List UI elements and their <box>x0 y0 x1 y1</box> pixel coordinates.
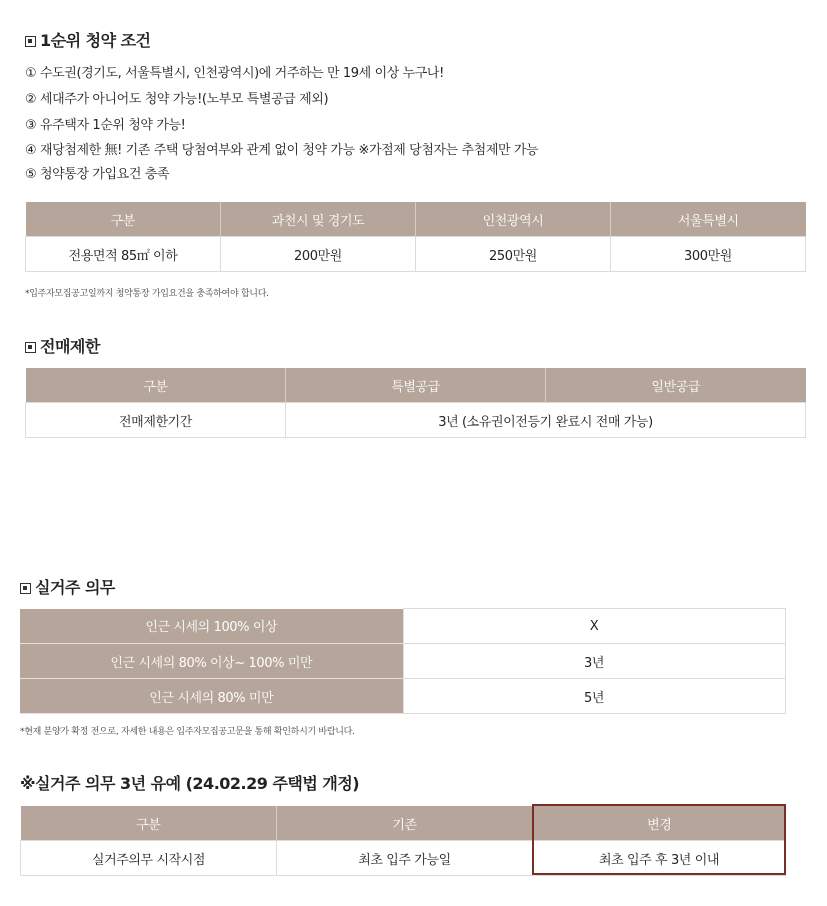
table-row <box>20 644 785 679</box>
square-bullet-icon <box>25 342 36 353</box>
header-cell: 변경 <box>533 806 786 841</box>
table-header-row <box>26 202 806 237</box>
section-title-residence-obligation: 실거주 의무 <box>20 575 115 598</box>
table-cell: 3년 <box>403 644 785 679</box>
table-cell: 전용면적 85㎡ 이하 <box>26 237 221 272</box>
header-cell: 일반공급 <box>546 368 806 403</box>
deposit-requirement-table <box>25 202 806 272</box>
section-title-first-priority: 1순위 청약 조건 <box>25 28 151 51</box>
table-header-row <box>21 806 786 841</box>
resale-restriction-table <box>25 368 806 438</box>
table-row <box>21 841 786 876</box>
header-cell: 과천시 및 경기도 <box>221 202 416 237</box>
table-row <box>20 679 785 714</box>
row-label: 인근 시세의 100% 이상 <box>20 609 403 644</box>
footnote: *현재 분양가 확정 전으로, 자세한 내용은 입주자모집공고문을 통해 확인하시기 바랍니다. <box>20 727 355 737</box>
condition-item: ③ 유주택자 1순위 청약 가능! <box>25 118 186 133</box>
condition-item: ① 수도권(경기도, 서울특별시, 인천광역시)에 거주하는 만 19세 이상 누구나! <box>25 66 444 81</box>
header-cell: 구분 <box>26 368 286 403</box>
row-label: 인근 시세의 80% 이상~ 100% 미만 <box>20 644 403 679</box>
header-cell: 특별공급 <box>286 368 546 403</box>
table-cell: 전매제한기간 <box>26 403 286 438</box>
square-bullet-icon <box>25 36 36 47</box>
table-header-row <box>26 368 806 403</box>
table-row <box>26 403 806 438</box>
residence-obligation-table <box>20 608 786 714</box>
table-cell: X <box>403 609 785 644</box>
obligation-deferral-table <box>20 806 786 876</box>
section-title-resale-restriction: 전매제한 <box>25 334 100 357</box>
header-cell: 서울특별시 <box>611 202 806 237</box>
table-cell: 200만원 <box>221 237 416 272</box>
condition-item: ⑤ 청약통장 가입요건 충족 <box>25 167 170 182</box>
condition-item: ④ 재당첨제한 無! 기존 주택 당첨여부와 관계 없이 청약 가능 ※가점제 당첨자는 추첨제만 가능 <box>25 143 539 158</box>
table-cell: 300만원 <box>611 237 806 272</box>
table-cell: 3년 (소유권이전등기 완료시 전매 가능) <box>286 403 806 438</box>
table-cell: 250만원 <box>416 237 611 272</box>
section-title-obligation-deferral: ※실거주 의무 3년 유예 (24.02.29 주택법 개정) <box>20 774 360 793</box>
condition-item: ② 세대주가 아니어도 청약 가능!(노부모 특별공급 제외) <box>25 92 329 107</box>
header-cell: 인천광역시 <box>416 202 611 237</box>
table-cell: 5년 <box>403 679 785 714</box>
header-cell: 구분 <box>21 806 277 841</box>
square-bullet-icon <box>20 583 31 594</box>
row-label: 인근 시세의 80% 미만 <box>20 679 403 714</box>
table-row <box>26 237 806 272</box>
footnote: *입주자모집공고일까지 청약통장 가입요건을 충족하여야 합니다. <box>25 289 269 299</box>
header-cell: 기존 <box>277 806 533 841</box>
table-cell: 최초 입주 가능일 <box>277 841 533 876</box>
table-cell: 최초 입주 후 3년 이내 <box>533 841 786 876</box>
table-row <box>20 609 785 644</box>
table-cell: 실거주의무 시작시점 <box>21 841 277 876</box>
header-cell: 구분 <box>26 202 221 237</box>
